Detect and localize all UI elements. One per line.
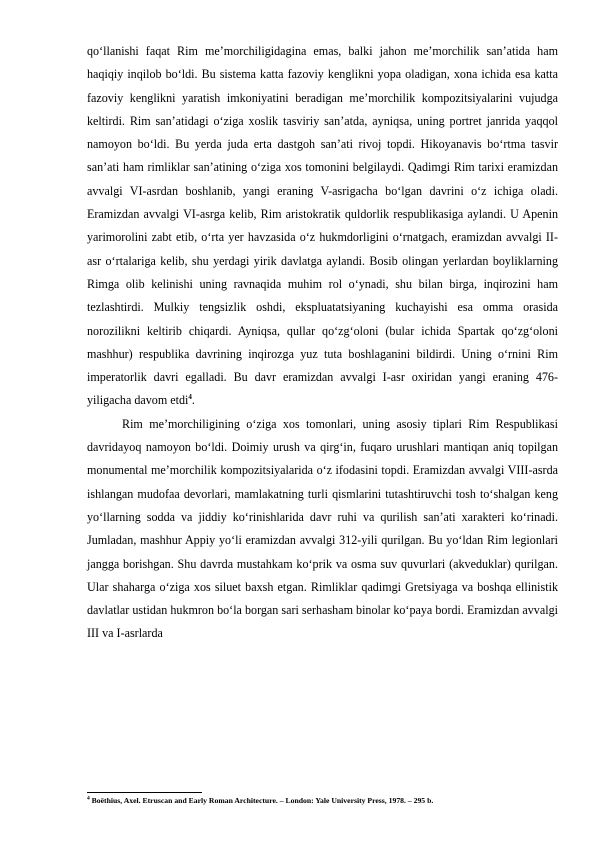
paragraph-2 [87,413,558,646]
footnote-number: 4 [87,795,90,802]
footnote-text: Boëthius, Axel. Etruscan and Early Roman Architecture. – London: Yale University Press, 1978. – 295 b. [91,796,434,805]
paragraph-1-tail: . [191,393,195,408]
footnote [87,795,558,806]
page-body [87,40,558,646]
paragraph-1-text: qo‘llanishi faqat Rim me’morchiligidagina emas, balki jahon me’morchilik san’atida ham haqiqiy inqilob bo‘ldi. Bu sistema katta fazoviy kenglikni yopa oladigan, xona ichida esa katta fazoviy kenglikni yaratish imkoniyatini beradigan me’morchilik kompozitsiyalarini vujudga keltirdi. Rim san’atidagi o‘ziga xoslik tasviriy san’atda, ayniqsa, uning portret janrida yaqqol namoyon bo‘ldi. Bu yerda juda erta dastgoh san’ati rivoj topdi. Hikoyanavis bo‘rtma tasvir san’ati ham rimliklar san’atining o‘ziga xos tomonini belgilaydi. Qadimgi Rim tarixi eramizdan avvalgi VI-asrdan boshlanib, yangi eraning V-asrigacha bo‘lgan davrini o‘z ichiga oladi. Eramizdan avvalgi VI-asrga kelib, Rim aristokratik quldorlik respublikasiga aylandi. U Apenin yarimorolini zabt etib, o‘rta yer havzasida o‘z hukmdorligini o‘rnatgach, eramizdan avvalgi II-asr o‘rtalariga kelib, shu yerdagi yirik davlatga aylandi. Bosib olingan yerlardan boyliklarning Rimga olib kelinishi uning ravnaqida muhim rol o‘ynadi, shu bilan birga, inqirozini ham tezlashtirdi. Mulkiy tengsizlik oshdi, ekspluatatsiyaning kuchayishi esa omma orasida noroziliknі keltirib chiqardi. Ayniqsa, qullar qo‘zg‘oloni (bular ichida Spartak qo‘zg‘oloni mashhur) respublika davrining inqirozga yuz tuta boshlaganini bildirdi. Uning o‘rnini Rim imperatorlik davri egalladi. Bu davr eramizdan avvalgi I-asr oxiridan yangi eraning 476-yiligacha davom etdi [87,44,558,408]
paragraph-1 [87,40,558,413]
footnote-reference[interactable]: 4 [188,393,192,402]
paragraph-2-text: Rim me’morchiligining o‘ziga xos tomonlari, uning asosiy tiplari Rim Respublikasi davridayoq namoyon bo‘ldi. Doimiy urush va qirg‘in, fuqaro urushlari mantiqan aniq topilgan monumental me’morchilik kompozitsiyalarida o‘z ifodasini topdi. Eramizdan avvalgi VIII-asrda ishlangan mudofaa devorlari, mamlakatning turli qismlarini tutashtiruvchi tosh to‘shalgan keng yo‘llarning sodda va jiddiy ko‘rinishlarida davr ruhi va qurilish san’ati xarakteri ko‘rinadi. Jumladan, mashhur Appiy yo‘li eramizdan avvalgi 312-yili qurilgan. Bu yo‘ldan Rim legionlari jangga borishgan. Shu davrda mustahkam ko‘prik va osma suv quvurlari (akveduklar) qurilgan. Ular shaharga o‘ziga xos siluet baxsh etgan. Rimliklar qadimgi Gretsiyaga va boshqa ellinistik davlatlar ustidan hukmron bo‘la borgan sari serhasham binolar ko‘paya bordi. Eramizdan avvalgi III va I-asrlarda [87,416,558,641]
footnote-divider [87,792,202,793]
